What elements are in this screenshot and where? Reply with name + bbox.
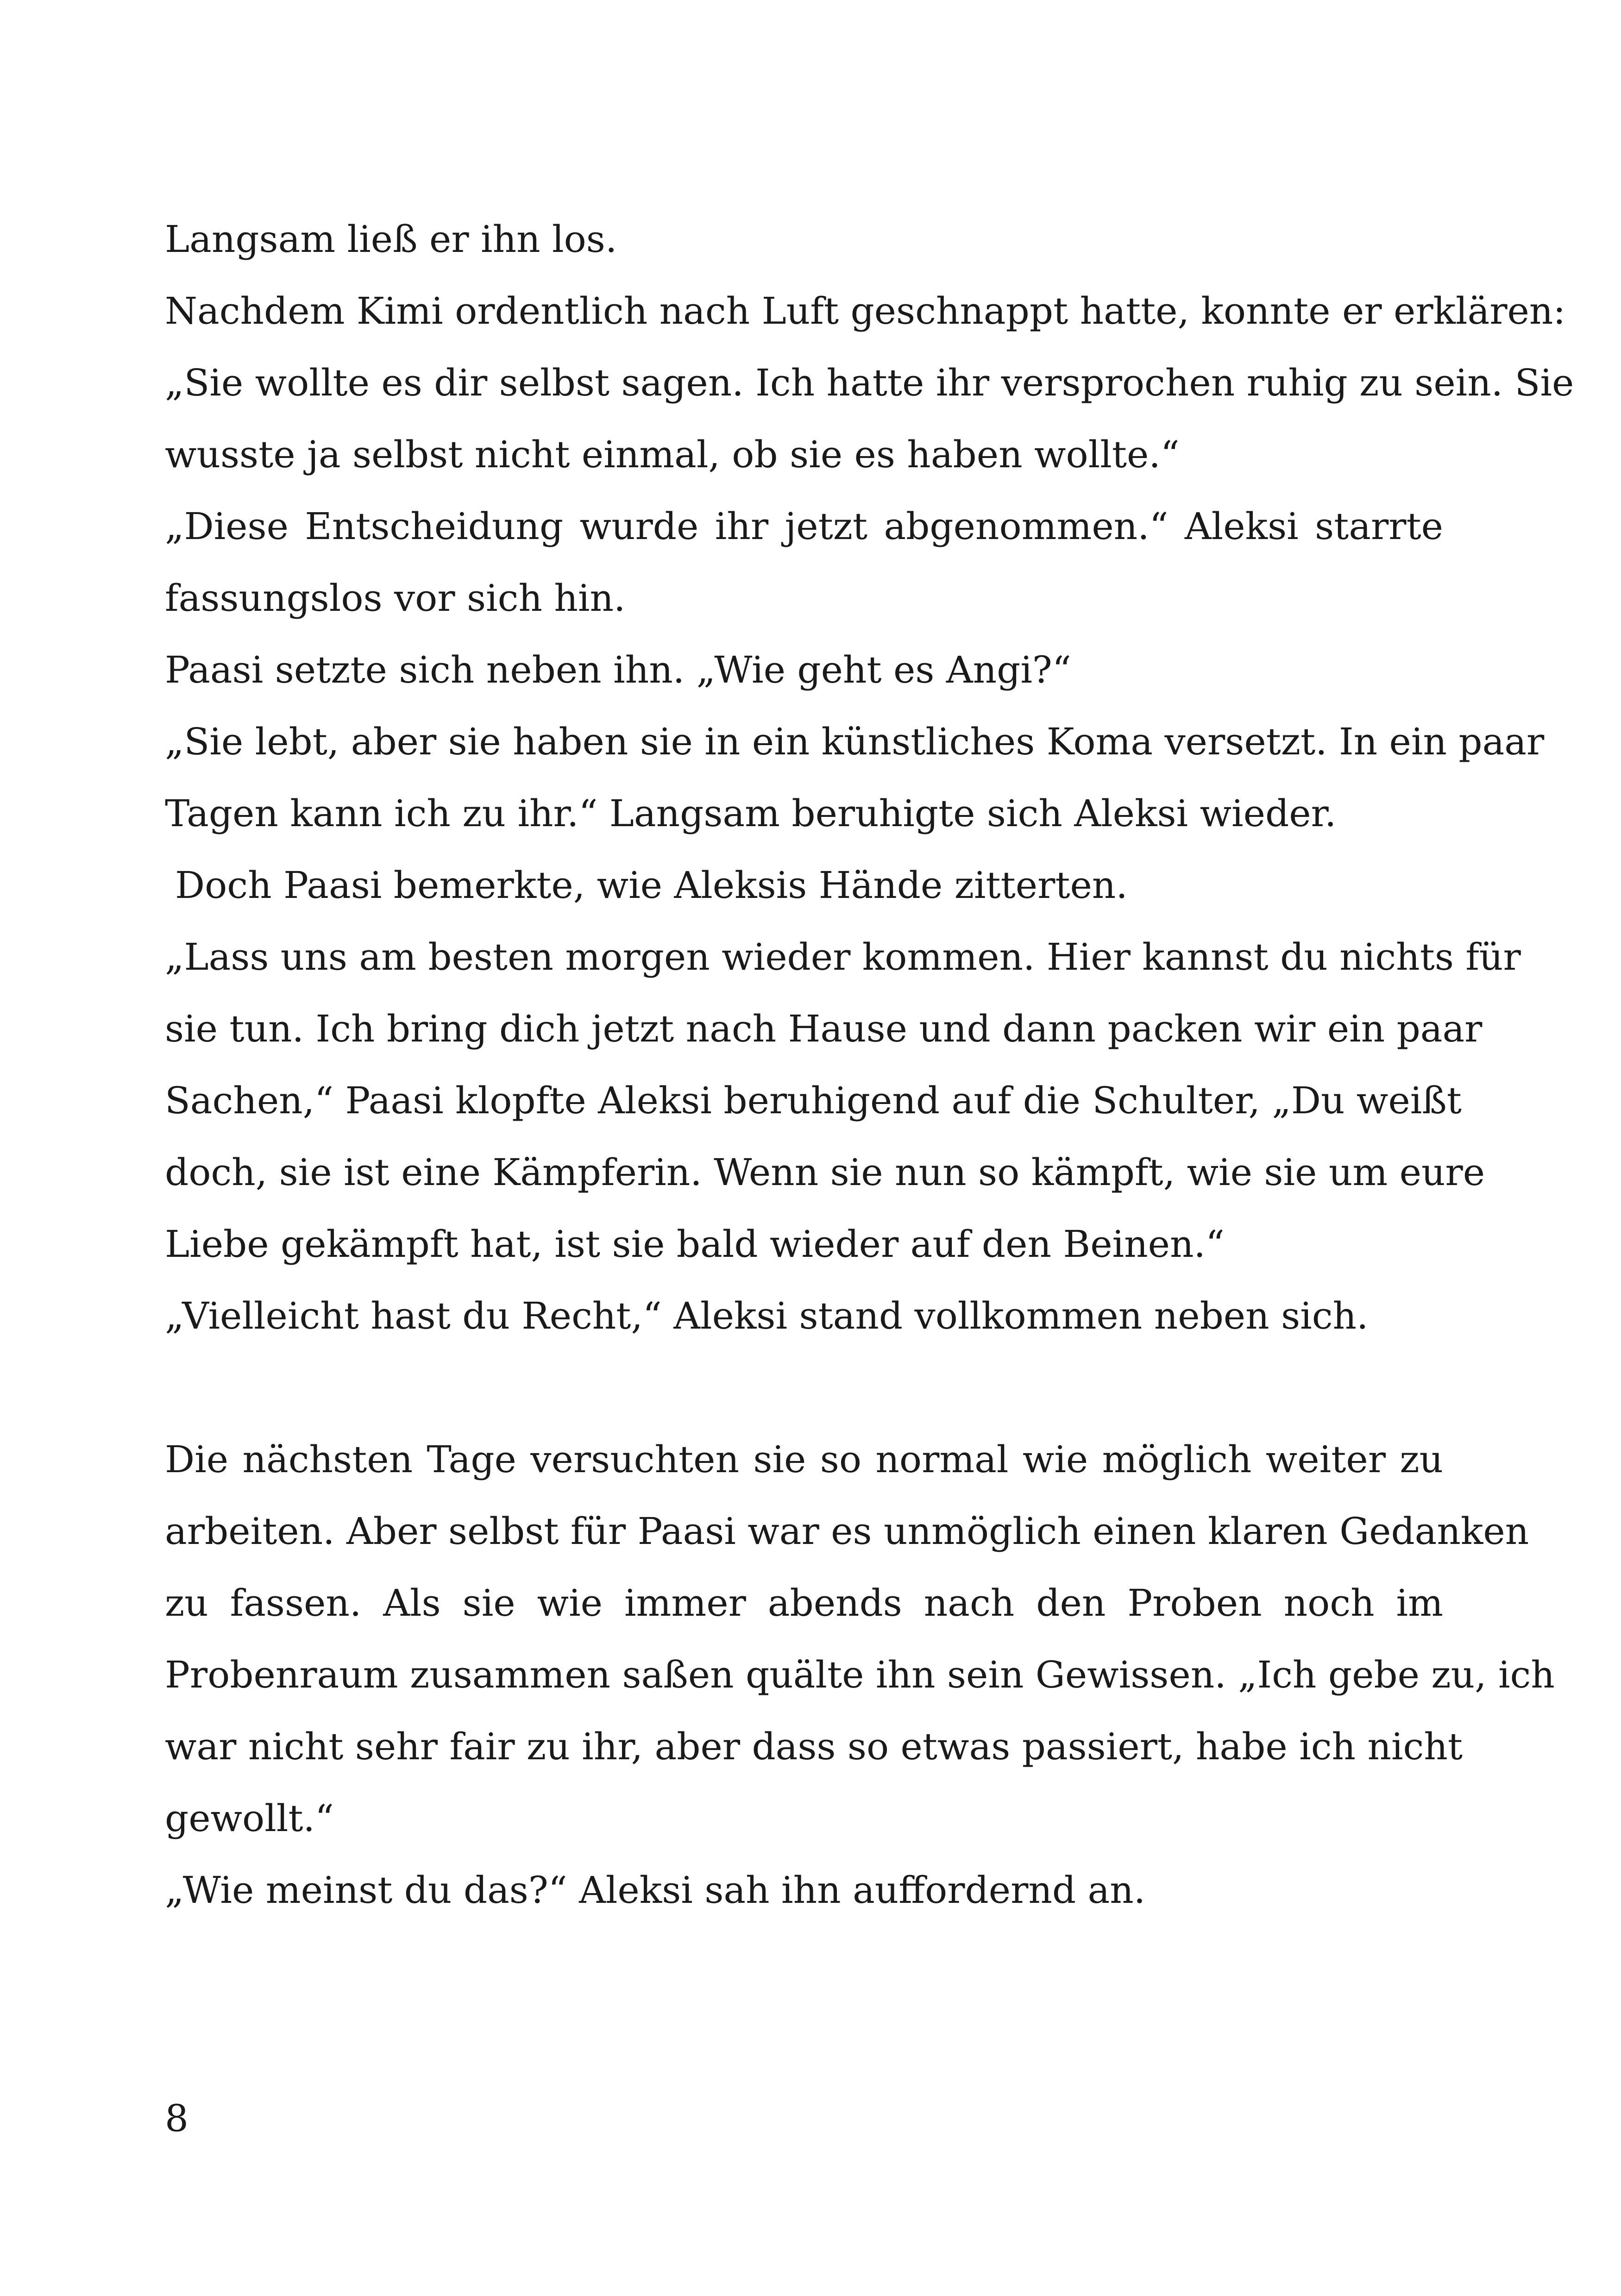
text-line: arbeiten. Aber selbst für Paasi war es unmöglich einen klaren Gedanken — [165, 1510, 1529, 1553]
text-line: Probenraum zusammen saßen quälte ihn sein Gewissen. „Ich gebe zu, ich — [165, 1653, 1555, 1696]
text-line: war nicht sehr fair zu ihr, aber dass so etwas passiert, habe ich nicht — [165, 1725, 1463, 1768]
text-line: „Sie wollte es dir selbst sagen. Ich hatte ihr versprochen ruhig zu sein. Sie — [165, 361, 1574, 404]
text-line: wusste ja selbst nicht einmal, ob sie es haben wollte.“ — [165, 433, 1180, 476]
text-line: Die nächsten Tage versuchten sie so normal wie möglich weiter zu — [165, 1438, 1443, 1481]
text-line: „Vielleicht hast du Recht,“ Aleksi stand vollkommen neben sich. — [165, 1294, 1369, 1337]
text-line: Liebe gekämpft hat, ist sie bald wieder auf den Beinen.“ — [165, 1223, 1225, 1266]
text-line: sie tun. Ich bring dich jetzt nach Hause und dann packen wir ein paar — [165, 1007, 1483, 1050]
page-number: 8 — [165, 2097, 188, 2140]
text-line: Paasi setzte sich neben ihn. „Wie geht es Angi?“ — [165, 648, 1071, 691]
text-line: „Diese Entscheidung wurde ihr jetzt abgenommen.“ Aleksi starrte — [165, 505, 1443, 548]
text-line: „Wie meinst du das?“ Aleksi sah ihn auffordernd an. — [165, 1869, 1146, 1912]
text-line: Sachen,“ Paasi klopfte Aleksi beruhigend auf die Schulter, „Du weißt — [165, 1079, 1462, 1122]
text-line: gewollt.“ — [165, 1797, 334, 1840]
text-line: „Lass uns am besten morgen wieder kommen. Hier kannst du nichts für — [165, 935, 1521, 979]
text-line: Tagen kann ich zu ihr.“ Langsam beruhigte sich Aleksi wieder. — [165, 792, 1337, 835]
text-line: zu fassen. Als sie wie immer abends nach den Proben noch im — [165, 1581, 1443, 1625]
text-line: fassungslos vor sich hin. — [165, 577, 626, 620]
text-line: doch, sie ist eine Kämpferin. Wenn sie nun so kämpft, wie sie um eure — [165, 1151, 1485, 1194]
text-line: Doch Paasi bemerkte, wie Aleksis Hände zitterten. — [175, 864, 1128, 907]
text-line: Langsam ließ er ihn los. — [165, 218, 617, 261]
text-line: Nachdem Kimi ordentlich nach Luft geschnappt hatte, konnte er erklären: — [165, 289, 1566, 332]
text-line: „Sie lebt, aber sie haben sie in ein künstliches Koma versetzt. In ein paar — [165, 720, 1545, 763]
